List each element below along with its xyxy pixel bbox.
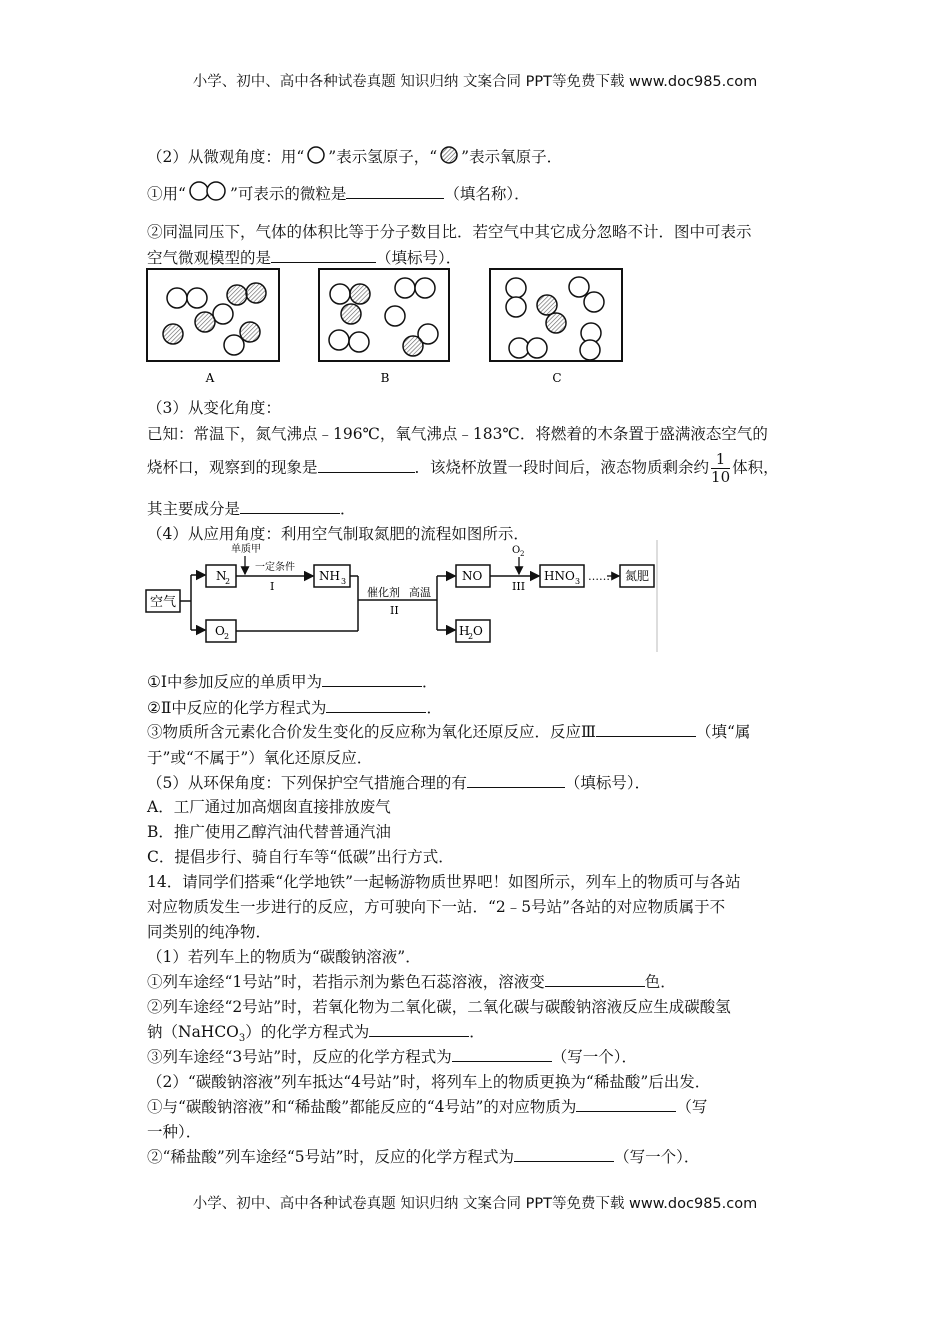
q2-intro xyxy=(147,145,562,167)
q14-p2-1-text-a: ①与“碳酸钠溶液”和“稀盐酸”都能反应的“4号站”的对应物质为 xyxy=(147,1098,577,1116)
q14-part1: （1）若列车上的物质为“碳酸钠溶液”． xyxy=(147,948,421,966)
q14-part1-item2-cont xyxy=(147,1020,485,1044)
q14-p2-1-text-b: （写 xyxy=(676,1098,708,1116)
fertilizer-label: 氮肥 xyxy=(624,569,650,583)
q4-item2-text-a: ②Ⅱ中反应的化学方程式为 xyxy=(147,699,327,717)
q5-option-b: B．推广使用乙醇汽油代替普通汽油 xyxy=(147,823,391,841)
answer-blank[interactable] xyxy=(369,1022,469,1037)
n2-subscript: 2 xyxy=(225,577,231,586)
q5-title xyxy=(147,771,650,793)
step-3-label: III xyxy=(512,580,526,593)
single-substance-label: 单质甲 xyxy=(231,544,261,555)
q14-p1-3-text-b: （写一个）． xyxy=(551,1048,637,1066)
condition-label: 一定条件 xyxy=(255,562,295,573)
q14-line3: 同类别的纯净物． xyxy=(147,923,272,941)
q2-item2-line1: ②同温同压下，气体的体积比等于分子数目比．若空气中其它成分忽略不计．图中可表示 xyxy=(147,223,752,241)
q3-line2-text-a: 烧杯口，观察到的现象是 xyxy=(147,458,318,477)
page-header: 小学、初中、高中各种试卷真题 知识归纳 文案合同 PPT等免费下载 www.doc985.com xyxy=(192,74,758,90)
answer-blank[interactable] xyxy=(318,458,415,473)
model-b-label: B xyxy=(380,371,390,385)
answer-blank[interactable] xyxy=(452,1047,552,1062)
model-b-box xyxy=(319,269,449,361)
answer-blank[interactable] xyxy=(596,722,696,737)
answer-blank[interactable] xyxy=(271,248,376,263)
fraction-denominator: 10 xyxy=(711,468,731,486)
q4-item3 xyxy=(147,720,750,742)
q14-p1-2-text-d: ． xyxy=(469,1023,485,1041)
q14-line1: 14．请同学们搭乘“化学地铁”一起畅游物质世界吧！如图所示，列车上的物质可与各站 xyxy=(147,873,741,891)
answer-blank[interactable] xyxy=(467,773,565,788)
q3-line3-text-a: 其主要成分是 xyxy=(147,500,241,518)
q3-line3 xyxy=(147,497,356,519)
q14-p1-3-text-a: ③列车途经“3号站”时，反应的化学方程式为 xyxy=(147,1048,452,1066)
q4-item1-text-b: ． xyxy=(422,673,438,691)
q5-title-text-b: （填标号）． xyxy=(564,774,651,792)
q3-line3-text-b: ． xyxy=(340,500,356,518)
nh3-subscript: 3 xyxy=(341,577,347,586)
ellipsis-label: …… xyxy=(588,570,610,583)
h2o-o-label: O xyxy=(473,624,483,638)
catalyst-label: 催化剂 xyxy=(367,586,400,599)
answer-blank[interactable] xyxy=(514,1147,614,1162)
answer-blank[interactable] xyxy=(326,698,426,713)
answer-blank[interactable] xyxy=(322,672,422,687)
high-temp-label: 高温 xyxy=(409,586,431,599)
q3-title: （3）从变化角度： xyxy=(147,399,281,417)
q2-item2-text-a: 空气微观模型的是 xyxy=(147,249,272,267)
q14-p1-2-text-c: ）的化学方程式为 xyxy=(245,1023,370,1041)
q14-p2-2-text-b: （写一个）． xyxy=(614,1148,700,1166)
q14-line2: 对应物质发生一步进行的反应，方可驶向下一站．“2﹣5号站”各站的对应物质属于不 xyxy=(147,898,726,916)
q14-part2-item1 xyxy=(147,1095,707,1117)
q14-part2: （2）“碳酸钠溶液”列车抵达“4号站”时，将列车上的物质更换为“稀盐酸”后出发． xyxy=(147,1073,711,1091)
q14-part1-item2: ②列车途经“2号站”时，若氧化物为二氧化碳，二氧化碳与碳酸钠溶液反应生成碳酸氢 xyxy=(147,998,731,1016)
o2-label: O xyxy=(215,624,225,638)
step-1-label: I xyxy=(270,580,275,593)
q4-item3-cont: 于”或“不属于”）氧化还原反应． xyxy=(147,749,373,767)
h2o-subscript: 2 xyxy=(468,632,474,641)
q14-p1-1-text-a: ①列车途经“1号站”时，若指示剂为紫色石蕊溶液，溶液变 xyxy=(147,973,545,991)
o2-subscript: 2 xyxy=(224,632,230,641)
q14-part2-item1-cont: 一种）． xyxy=(147,1123,202,1141)
model-a-label: A xyxy=(205,371,215,385)
h2o-h-label: H xyxy=(459,624,470,638)
q3-line1: 已知：常温下，氮气沸点﹣196℃，氧气沸点﹣183℃．将燃着的木条置于盛满液态空气的 xyxy=(147,425,768,443)
q3-line2-text-c: 体积， xyxy=(732,458,779,477)
hydrogen-atom-icon xyxy=(304,145,328,165)
q4-item2 xyxy=(147,696,442,718)
q14-part1-item3 xyxy=(147,1045,637,1067)
answer-blank[interactable] xyxy=(545,972,645,987)
fraction-numerator: 1 xyxy=(711,452,730,469)
q2-intro-text-b: ”表示氢原子，“ xyxy=(328,148,438,166)
oxygen-atom-icon xyxy=(437,145,461,165)
q14-p1-1-text-b: 色． xyxy=(644,973,676,991)
q2-item2-line2 xyxy=(147,246,461,268)
q4-item2-text-b: ． xyxy=(426,699,442,717)
q2-intro-text-c: ”表示氧原子． xyxy=(461,148,563,166)
o2-top-label: O xyxy=(512,545,521,556)
answer-blank[interactable] xyxy=(240,499,340,514)
q14-part1-item1 xyxy=(147,970,676,992)
no-label: NO xyxy=(462,569,483,583)
q2-item1-text-a: ①用“ xyxy=(147,185,186,203)
fraction-one-tenth xyxy=(711,452,730,485)
q5-title-text-a: （5）从环保角度：下列保护空气措施合理的有 xyxy=(147,774,467,792)
q14-p2-2-text-a: ②“稀盐酸”列车途经“5号站”时，反应的化学方程式为 xyxy=(147,1148,515,1166)
nahco3-subscript: 3 xyxy=(238,1033,246,1045)
q14-p1-2-text-b: 钠（NaHCO xyxy=(147,1023,239,1041)
q4-item1-text-a: ①Ⅰ中参加反应的单质甲为 xyxy=(147,673,323,691)
model-c-label: C xyxy=(552,371,562,385)
q2-item1-text-c: （填名称）． xyxy=(444,185,530,203)
o2-top-subscript: 2 xyxy=(520,550,525,558)
q2-item1-text-b: ”可表示的微粒是 xyxy=(229,185,347,203)
model-a-box xyxy=(147,269,279,361)
q4-item3-text-b: （填“属 xyxy=(695,723,751,741)
air-model-figure xyxy=(145,266,630,388)
q4-title: （4）从应用角度：利用空气制取氮肥的流程如图所示． xyxy=(147,525,529,543)
hydrogen-molecule-icon xyxy=(186,180,230,202)
q5-option-a: A．工厂通过加高烟囱直接排放废气 xyxy=(147,798,391,816)
n2-label: N xyxy=(216,569,227,583)
hno3-subscript: 3 xyxy=(575,577,581,586)
nitrogen-fertilizer-flowchart xyxy=(145,540,660,652)
nh3-label: NH xyxy=(319,569,340,583)
q5-option-c: C．提倡步行、骑自行车等“低碳”出行方式． xyxy=(147,848,454,866)
q2-item2-text-b: （填标号）． xyxy=(376,249,462,267)
answer-blank[interactable] xyxy=(346,184,444,199)
answer-blank[interactable] xyxy=(576,1097,676,1112)
air-label: 空气 xyxy=(149,595,177,610)
step-2-label: II xyxy=(390,604,399,617)
q3-line2-text-b: ．该烧杯放置一段时间后，液态物质剩余约 xyxy=(414,458,710,477)
hno3-label: HNO xyxy=(544,569,575,583)
page-footer: 小学、初中、高中各种试卷真题 知识归纳 文案合同 PPT等免费下载 www.doc985.com xyxy=(192,1196,758,1212)
q14-part2-item2 xyxy=(147,1145,699,1167)
q4-item3-text-a: ③物质所含元素化合价发生变化的反应称为氧化还原反应．反应Ⅲ xyxy=(147,723,596,741)
q2-intro-text-a: （2）从微观角度：用“ xyxy=(147,148,305,166)
q3-line2 xyxy=(147,452,779,485)
q4-item1 xyxy=(147,670,438,692)
model-c-box xyxy=(490,269,622,361)
q2-item1 xyxy=(147,180,530,204)
